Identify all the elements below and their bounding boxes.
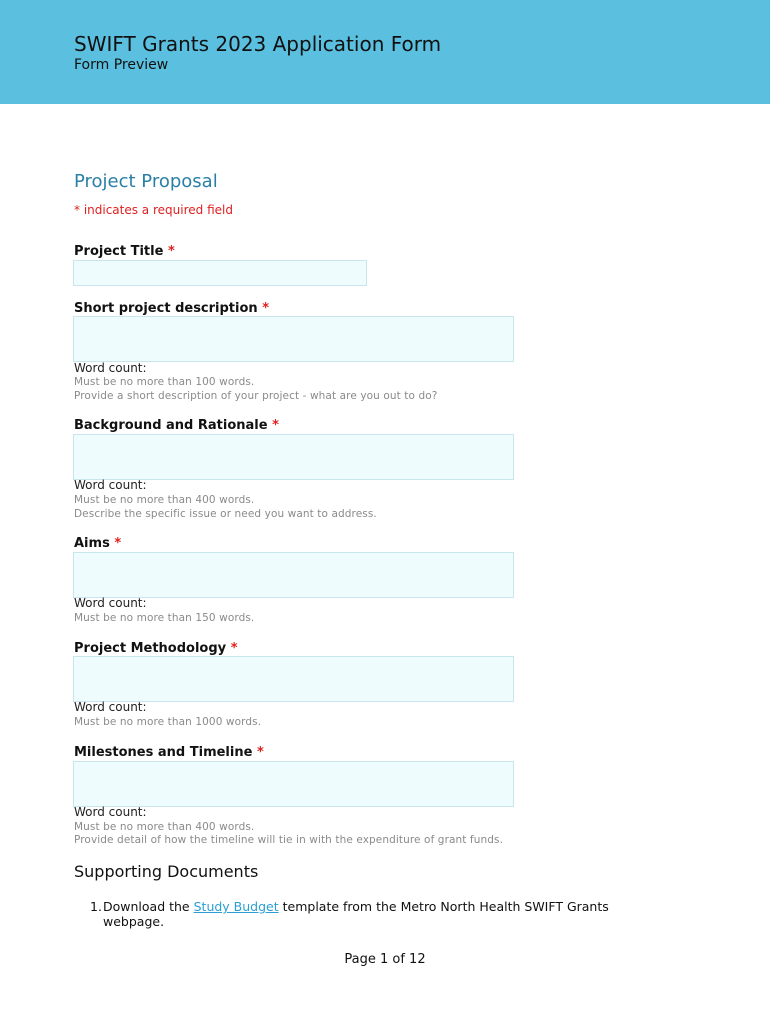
background-rationale-textarea[interactable] <box>73 434 514 480</box>
section-title-project-proposal: Project Proposal <box>74 171 218 192</box>
background-rationale-word-count: Word count: <box>74 478 147 492</box>
project-methodology-label-text: Project Methodology <box>74 641 227 656</box>
aims-limit: Must be no more than 150 words. <box>74 612 255 624</box>
list-item-text-before: Download the <box>103 899 194 914</box>
section-title-supporting-documents: Supporting Documents <box>74 862 259 881</box>
required-marker: * <box>262 301 270 316</box>
background-rationale-label <box>74 418 279 433</box>
required-marker: * <box>167 244 175 259</box>
list-item-text-after: template from the Metro North Health SWIFT Grants webpage. <box>103 899 609 929</box>
milestones-timeline-limit: Must be no more than 400 words. <box>74 821 255 833</box>
page-number: Page 1 of 12 <box>344 952 426 967</box>
form-title: SWIFT Grants 2023 Application Form <box>74 32 442 56</box>
list-item-text <box>103 899 648 929</box>
aims-label <box>74 536 121 551</box>
milestones-timeline-label <box>74 745 264 760</box>
required-field-note: * indicates a required field <box>74 203 233 217</box>
study-budget-link[interactable]: Study Budget <box>193 899 279 914</box>
aims-word-count: Word count: <box>74 596 147 610</box>
background-rationale-help: Describe the specific issue or need you want to address. <box>74 508 377 520</box>
project-methodology-textarea[interactable] <box>73 656 514 702</box>
required-marker: * <box>114 536 122 551</box>
required-marker: * <box>256 745 264 760</box>
background-rationale-limit: Must be no more than 400 words. <box>74 494 255 506</box>
short-description-word-count: Word count: <box>74 361 147 375</box>
project-methodology-word-count: Word count: <box>74 700 147 714</box>
milestones-timeline-textarea[interactable] <box>73 761 514 807</box>
form-header <box>0 0 770 104</box>
short-description-help: Provide a short description of your project - what are you out to do? <box>74 390 438 402</box>
required-marker: * <box>272 418 279 433</box>
list-item-number: 1. <box>90 899 102 914</box>
required-marker: * <box>230 641 238 656</box>
project-methodology-label <box>74 641 238 656</box>
aims-label-text: Aims <box>74 536 110 551</box>
milestones-timeline-word-count: Word count: <box>74 805 147 819</box>
aims-textarea[interactable] <box>73 552 514 598</box>
project-title-label <box>74 244 175 259</box>
form-subtitle: Form Preview <box>74 57 169 73</box>
short-description-label <box>74 301 269 316</box>
milestones-timeline-help: Provide detail of how the timeline will tie in with the expenditure of grant funds. <box>74 834 504 846</box>
project-methodology-limit: Must be no more than 1000 words. <box>74 716 262 728</box>
project-title-input[interactable] <box>73 260 367 286</box>
short-description-label-text: Short project description <box>74 301 258 316</box>
short-description-textarea[interactable] <box>73 316 514 362</box>
short-description-limit: Must be no more than 100 words. <box>74 376 255 388</box>
background-rationale-label-text: Background and Rationale <box>74 418 268 433</box>
milestones-timeline-label-text: Milestones and Timeline <box>74 745 253 760</box>
project-title-label-text: Project Title <box>74 244 164 259</box>
